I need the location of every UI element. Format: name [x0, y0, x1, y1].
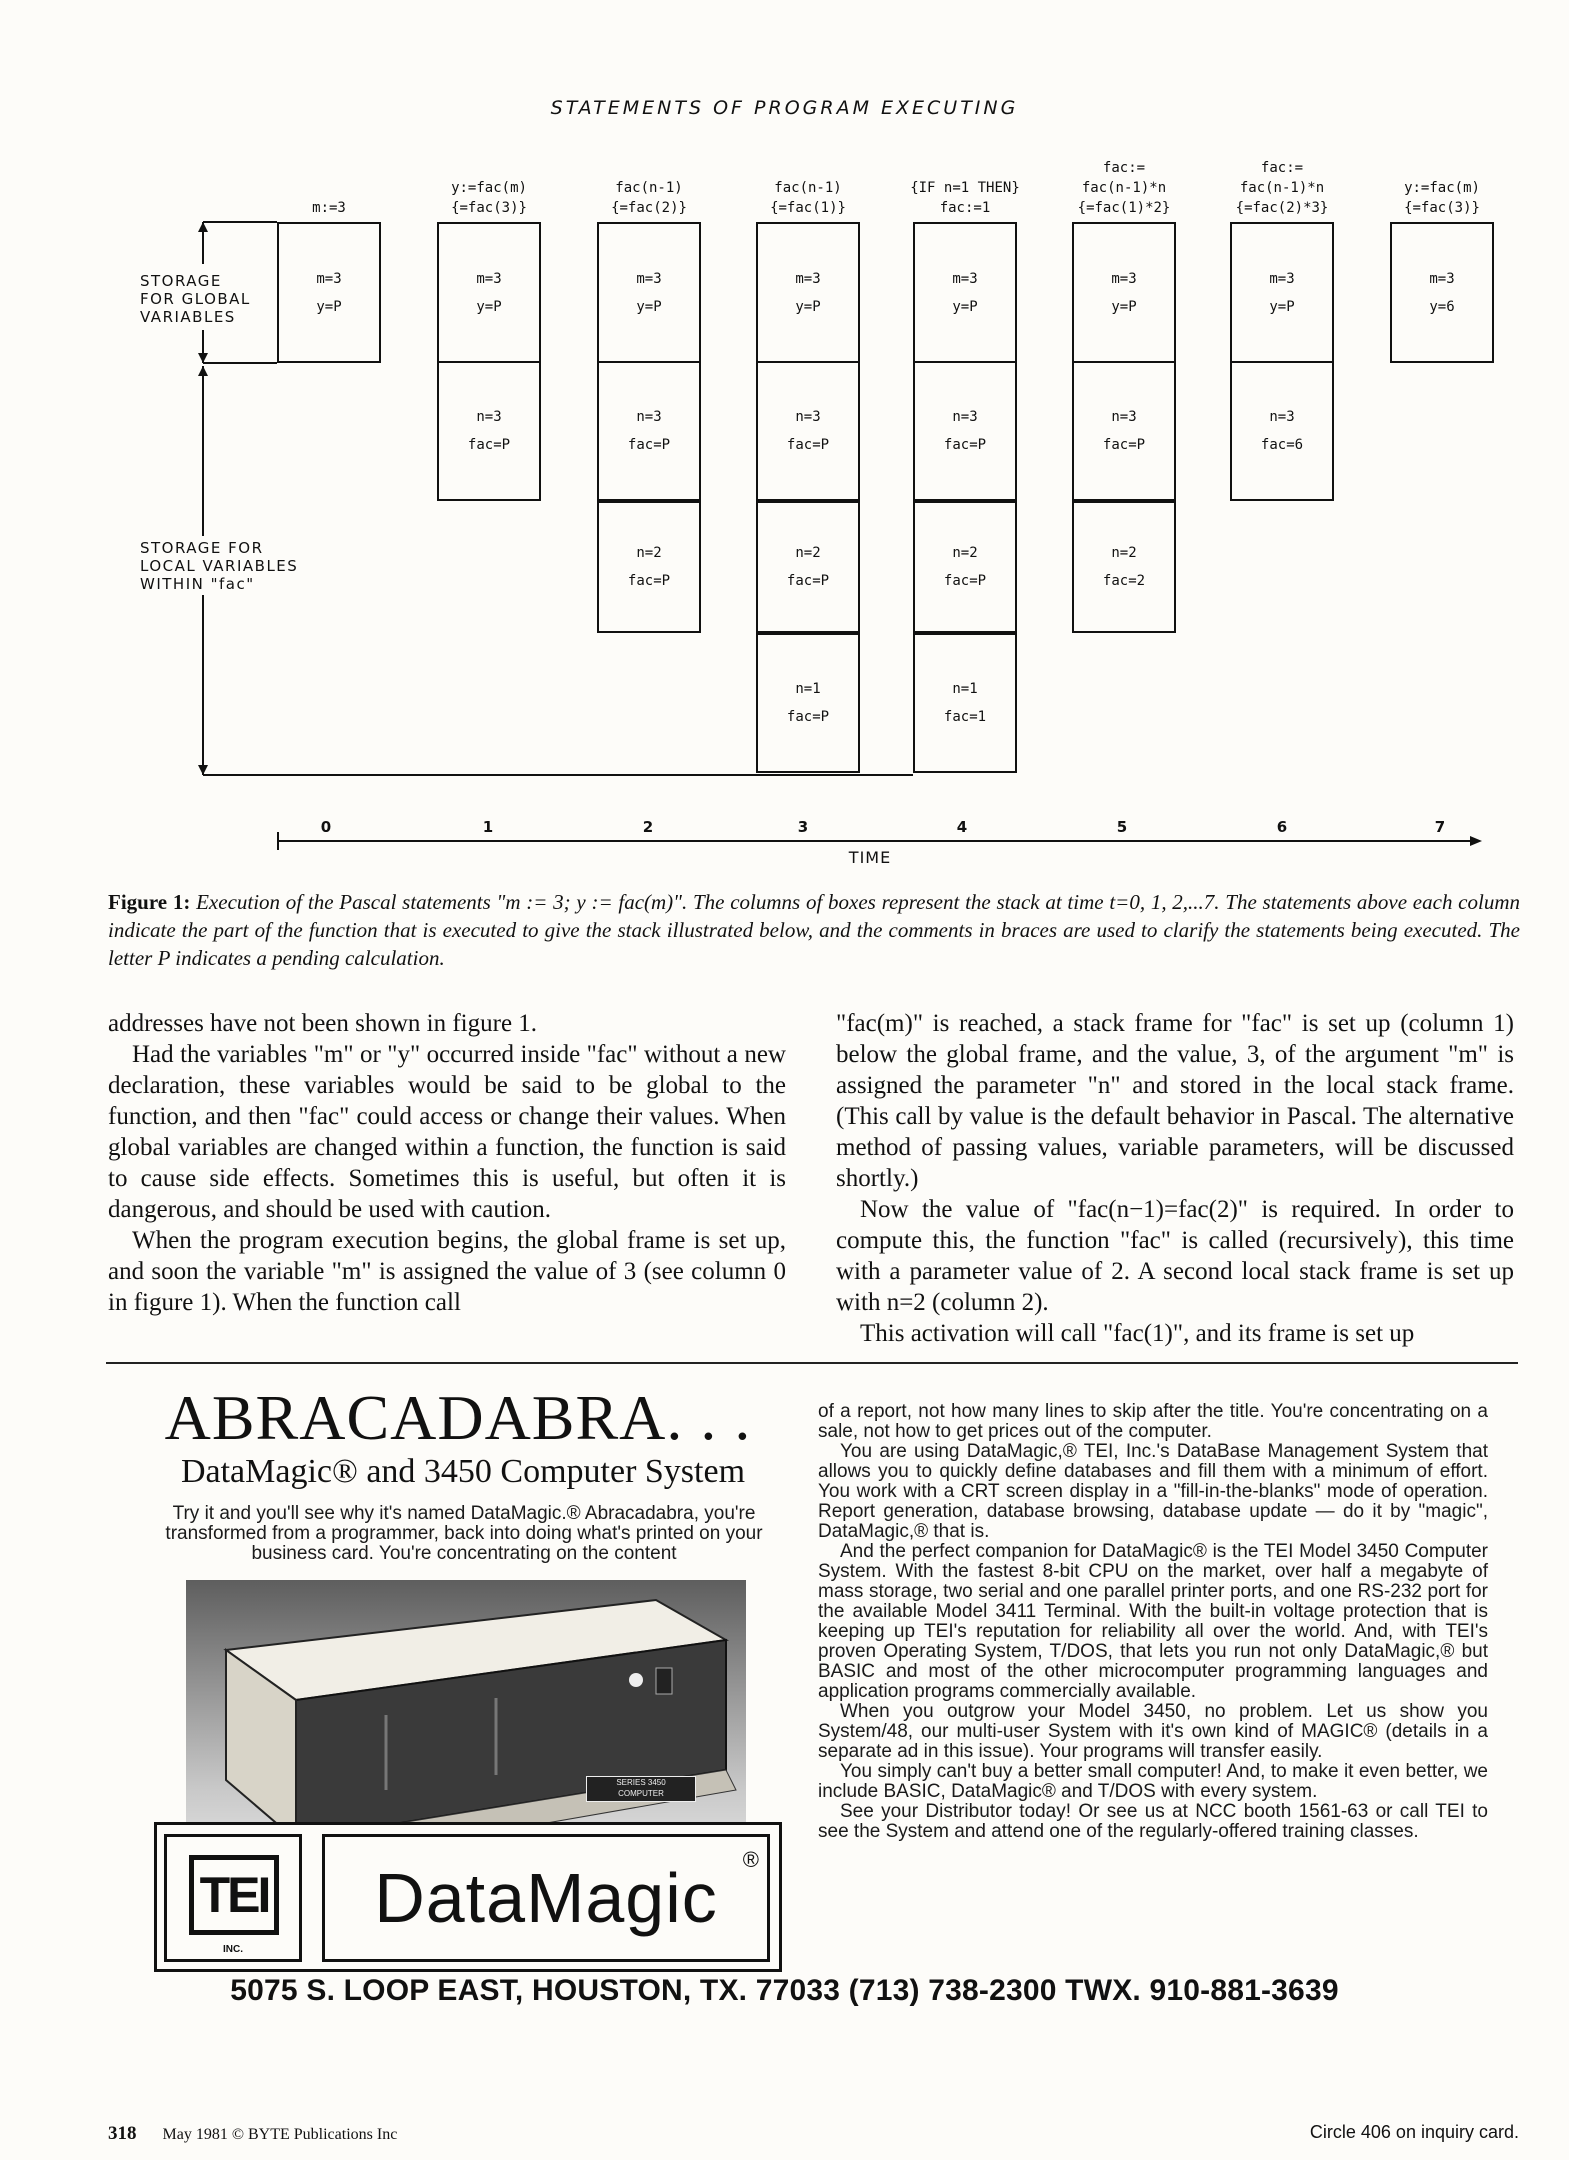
statement-line: y:=fac(m)	[1404, 180, 1480, 196]
stack-frame-box	[437, 361, 541, 501]
stack-frame-box	[756, 361, 860, 501]
stack-frame-box	[1072, 501, 1176, 633]
ad-headline: ABRACADABRA. . .	[164, 1382, 752, 1453]
statement-line: {=fac(2)*3}	[1235, 200, 1329, 216]
stack-frame-value: y=6	[1429, 298, 1455, 315]
stack-frame-value: fac=P	[943, 437, 987, 453]
global-storage-label: STORAGE FOR GLOBAL VARIABLES	[140, 272, 251, 326]
stack-frame-value: y=P	[476, 298, 502, 315]
body-paragraph: Had the variables "m" or "y" occurred inside "fac" without a new declaration, these variables would be said to be global to the function, and then "fac" could access or change their values. When global variables are changed within a function, the function is said to cause side effects. Sometimes this is useful, but often it is dangerous, and should be used with caution.	[108, 1041, 786, 1223]
time-tick-label: 6	[1276, 818, 1288, 836]
stack-frame-value: n=2	[1111, 545, 1137, 561]
statement-line: fac(n-1)	[615, 180, 683, 196]
arrow-head	[198, 353, 208, 363]
stack-frame-value: fac=P	[627, 437, 671, 453]
time-tick-label: 3	[797, 818, 809, 836]
stack-frame-value: fac=P	[786, 437, 830, 453]
stack-frame-value: n=1	[952, 681, 978, 697]
arrow-head	[198, 765, 208, 775]
page-number: 318	[108, 2123, 137, 2144]
model-nameplate	[586, 1776, 696, 1802]
stack-frame-value: fac=P	[943, 573, 987, 589]
page-footer	[108, 2123, 397, 2145]
stack-frame-box	[913, 501, 1017, 633]
tei-logo	[164, 1834, 302, 1962]
stack-frame-value: fac=P	[786, 709, 830, 725]
stack-frame-value: m=3	[1429, 270, 1455, 287]
stack-frame-value: n=2	[952, 545, 978, 561]
stack-frame-box	[597, 222, 701, 363]
stack-frame-box	[756, 633, 860, 773]
inquiry-note: Circle 406 on inquiry card.	[1309, 2122, 1519, 2142]
body-paragraph: "fac(m)" is reached, a stack frame for "fac" is set up (column 1) below the global frame, and the value, 3, of the argument "m" is assigned the parameter "n" and stored in the local stack frame. (This call by value is the default behavior in Pascal. The alternative method of passing values, variable parameters, will be discussed shortly.)	[836, 1010, 1514, 1192]
statement-line: m:=3	[312, 200, 346, 216]
stack-frame-value: n=3	[952, 409, 978, 425]
stack-frame-value: y=P	[316, 298, 342, 315]
stack-frame-box	[437, 222, 541, 363]
body-paragraph: This activation will call "fac(1)", and its frame is set up	[860, 1320, 1415, 1347]
figure-title: STATEMENTS OF PROGRAM EXECUTING	[550, 97, 1019, 119]
datamagic-logo	[322, 1834, 770, 1962]
time-axis-arrow	[1470, 836, 1482, 846]
stack-frame-value: y=P	[1269, 298, 1295, 315]
statement-line: fac(n-1)*n	[1239, 180, 1325, 196]
ad-address: 5075 S. LOOP EAST, HOUSTON, TX. 77033 (713) 738-2300 TWX. 910-881-3639	[230, 1974, 1339, 2007]
stack-frame-value: fac=1	[943, 709, 987, 725]
body-right-column	[836, 1008, 1514, 1349]
ad-paragraph: You simply can't buy a better small computer! And, to make it even better, we include BASIC, DataMagic® and T/DOS with every system.	[818, 1761, 1488, 1802]
datamagic-logo-text: DataMagic	[374, 1859, 718, 1937]
statement-line: {=fac(2)}	[611, 200, 687, 216]
stack-frame-value: n=2	[636, 545, 662, 561]
stack-frame-value: m=3	[1111, 270, 1137, 287]
stack-frame-box	[913, 361, 1017, 501]
column-statement	[1042, 158, 1206, 218]
column-statement	[726, 178, 890, 218]
ad-paragraph: When you outgrow your Model 3450, no problem. Let us show you System/48, our multi-user System with it's own kind of MAGIC® (details in a separate ad in this issue). Your programs will transfer easily.	[818, 1701, 1488, 1762]
stack-frame-value: m=3	[952, 270, 978, 287]
stack-frame-box	[1230, 222, 1334, 363]
stack-frame-value: n=3	[1111, 409, 1137, 425]
stack-frame-value: m=3	[636, 270, 662, 287]
stack-frame-value: n=3	[1269, 409, 1295, 425]
statement-line: {=fac(3)}	[451, 200, 527, 216]
stack-frame-value: fac=P	[1102, 437, 1146, 453]
column-statement	[247, 198, 411, 218]
nameplate-line: COMPUTER	[618, 1789, 664, 1798]
time-tick-label: 4	[956, 818, 968, 836]
tei-logo-inc: INC.	[223, 1944, 243, 1955]
time-tick-label: 5	[1116, 818, 1128, 836]
caption-label: Figure 1:	[108, 890, 191, 914]
stack-frame-value: fac=P	[786, 573, 830, 589]
caption-text: Execution of the Pascal statements "m := 3; y := fac(m)". The columns of boxes represent the stack at time t=0, 1, 2,...7. The statements above each column indicate the part of the function that is executed to give the stack illustrated below, and the comments in braces are used to clarify the statements being executed. The letter P indicates a pending calculation.	[108, 890, 1521, 970]
stack-frame-value: y=P	[952, 298, 978, 315]
time-tick-label: 1	[482, 818, 494, 836]
stack-frame-value: m=3	[476, 270, 502, 287]
statement-line: {=fac(1)}	[770, 200, 846, 216]
statement-line: fac(n-1)*n	[1081, 180, 1167, 196]
column-statement	[883, 178, 1047, 218]
column-statement	[407, 178, 571, 218]
stack-frame-box	[756, 222, 860, 363]
stack-frame-box	[1230, 361, 1334, 501]
stack-frame-box	[1072, 361, 1176, 501]
column-statement	[1360, 178, 1524, 218]
stack-frame-value: n=3	[476, 409, 502, 425]
stack-frame-value: fac=P	[467, 437, 511, 453]
stack-frame-box	[597, 501, 701, 633]
stack-frame-value: fac=P	[627, 573, 671, 589]
body-paragraph: addresses have not been shown in figure 1.	[108, 1010, 538, 1037]
body-paragraph: When the program execution begins, the global frame is set up, and soon the variable "m" is assigned the value of 3 (see column 0 in figure 1). When the function call	[108, 1227, 786, 1316]
arrow-head	[198, 222, 208, 232]
ad-intro-text: Try it and you'll see why it's named DataMagic.® Abracadabra, you're transformed from a programmer, back into doing what's printed on your business card. You're concentrating on the content	[165, 1503, 763, 1564]
statement-line: {=fac(1)*2}	[1077, 200, 1171, 216]
stack-frame-box	[913, 222, 1017, 363]
body-left-column	[108, 1008, 786, 1318]
stack-frame-value: n=1	[795, 681, 821, 697]
stack-frame-value: y=P	[636, 298, 662, 315]
statement-line: {IF n=1 THEN}	[910, 180, 1020, 196]
arrow-head	[198, 366, 208, 376]
statement-line: fac:=	[1260, 160, 1304, 176]
stack-frame-box	[756, 501, 860, 633]
stack-frame-value: y=P	[1111, 298, 1137, 315]
body-paragraph: Now the value of "fac(n−1)=fac(2)" is required. In order to compute this, the function "fac" is called (recursively), this time with a parameter value of 2. A second local stack frame is set up with n=2 (column 2).	[836, 1196, 1514, 1316]
time-axis-title: TIME	[848, 848, 892, 867]
stack-frame-box	[277, 222, 381, 363]
ad-body-text	[818, 1402, 1488, 1842]
statement-line: y:=fac(m)	[451, 180, 527, 196]
figure-caption	[108, 888, 1520, 972]
ad-subhead: DataMagic® and 3450 Computer System	[180, 1453, 746, 1490]
registered-mark: ®	[742, 1847, 759, 1872]
stack-frame-value: y=P	[795, 298, 821, 315]
stack-frame-box	[1072, 222, 1176, 363]
statement-line: {=fac(3)}	[1404, 200, 1480, 216]
time-tick-label: 7	[1434, 818, 1446, 836]
stack-frame-box	[913, 633, 1017, 773]
local-storage-label: STORAGE FOR LOCAL VARIABLES WITHIN "fac"	[140, 539, 299, 593]
statement-line: fac(n-1)	[774, 180, 842, 196]
stack-frame-value: n=3	[795, 409, 821, 425]
stack-frame-value: fac=2	[1102, 573, 1146, 589]
stack-frame-value: m=3	[316, 270, 342, 287]
ad-paragraph: of a report, not how many lines to skip after the title. You're concentrating on a sale, not how to get prices out of the computer.	[818, 1401, 1488, 1442]
statement-line: fac:=1	[939, 200, 991, 216]
stack-frame-value: n=3	[636, 409, 662, 425]
tei-logo-mark: TEI	[189, 1855, 279, 1935]
stack-frame-value: m=3	[1269, 270, 1295, 287]
issue-line: May 1981 © BYTE Publications Inc	[162, 2126, 398, 2143]
column-statement	[567, 178, 731, 218]
ad-paragraph: See your Distributor today! Or see us at NCC booth 1561-63 or call TEI to see the System and attend one of the regularly-offered training classes.	[818, 1801, 1488, 1842]
time-tick-label: 2	[642, 818, 654, 836]
statement-line: fac:=	[1102, 160, 1146, 176]
ad-paragraph: You are using DataMagic,® TEI, Inc.'s DataBase Management System that allows you to quickly define databases and fill them with a minimum of effort. You work with a CRT screen display in a "fill-in-the-blanks" mode of operation. Report generation, database browsing, database update — do it by "magic", DataMagic,® that is.	[818, 1441, 1488, 1542]
column-statement	[1200, 158, 1364, 218]
stack-frame-box	[1390, 222, 1494, 363]
time-tick-label: 0	[320, 818, 332, 836]
stack-frame-value: n=2	[795, 545, 821, 561]
section-divider	[106, 1362, 1518, 1364]
stack-frame-box	[597, 361, 701, 501]
stack-frame-value: fac=6	[1260, 437, 1304, 453]
ad-paragraph: And the perfect companion for DataMagic® is the TEI Model 3450 Computer System. With the fastest 8-bit CPU on the market, over half a megabyte of mass storage, two serial and one parallel printer ports, and one RS-232 port for the available Model 3411 Terminal. With the built-in voltage protection that is keeping up TEI's reputation for reliability all over the world. And, with TEI's proven Operating System, T/DOS, that lets you run not only DataMagic,® but BASIC and most of the other microcomputer programming languages and application programs commercially available.	[818, 1541, 1488, 1702]
nameplate-line: SERIES 3450	[616, 1778, 666, 1787]
stack-frame-value: m=3	[795, 270, 821, 287]
